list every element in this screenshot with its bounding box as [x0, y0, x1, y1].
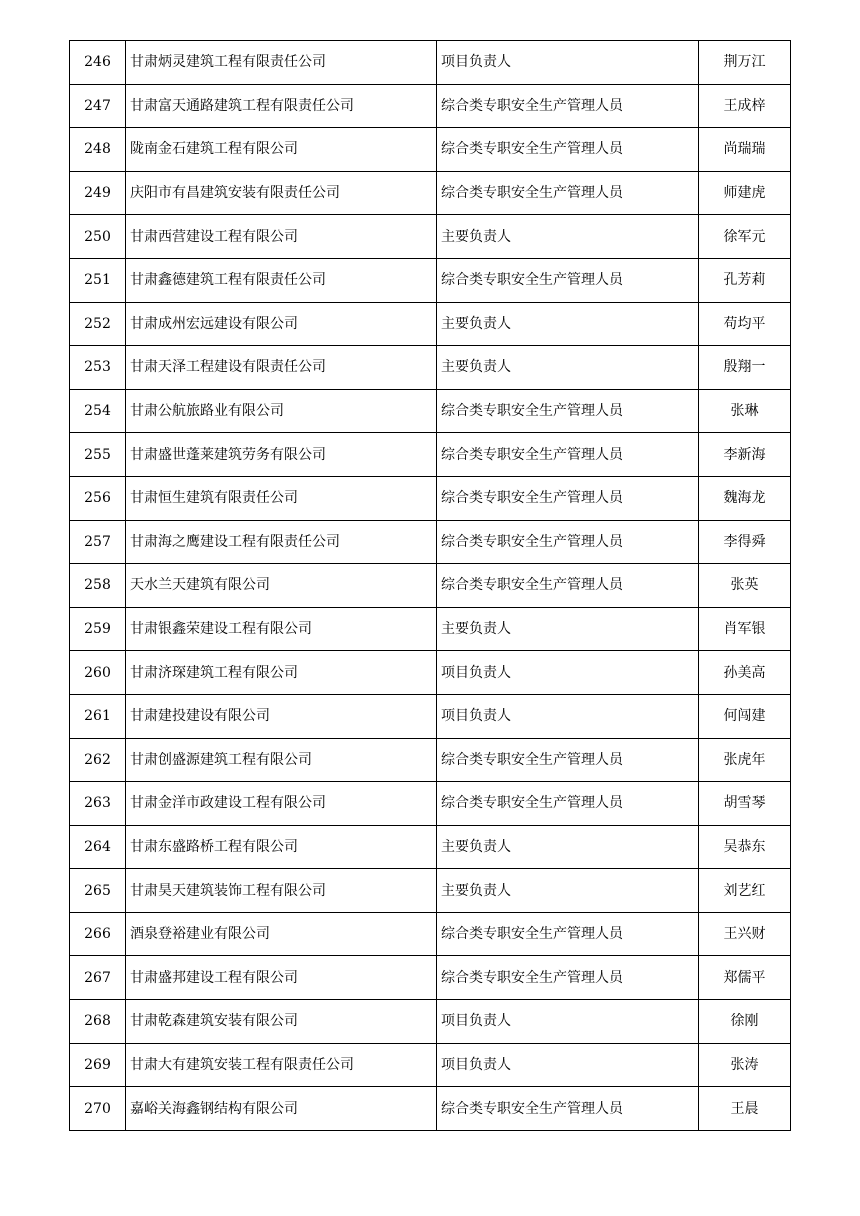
row-number-cell: 258: [70, 564, 126, 608]
person-name-cell: 王兴财: [699, 912, 791, 956]
row-number-cell: 255: [70, 433, 126, 477]
person-name-cell: 张涛: [699, 1043, 791, 1087]
table-row: [70, 869, 791, 913]
company-name-cell: 庆阳市有昌建筑安装有限责任公司: [126, 171, 437, 215]
row-number-cell: 262: [70, 738, 126, 782]
position-cell: 综合类专职安全生产管理人员: [437, 564, 699, 608]
position-cell: 主要负责人: [437, 869, 699, 913]
table-row: [70, 476, 791, 520]
company-name-cell: 甘肃乾森建筑安装有限公司: [126, 1000, 437, 1044]
row-number-cell: 260: [70, 651, 126, 695]
table-row: [70, 258, 791, 302]
person-name-cell: 刘艺红: [699, 869, 791, 913]
table-row: [70, 1087, 791, 1131]
person-name-cell: 王成梓: [699, 84, 791, 128]
company-name-cell: 甘肃东盛路桥工程有限公司: [126, 825, 437, 869]
person-name-cell: 孔芳莉: [699, 258, 791, 302]
company-name-cell: 甘肃富天通路建筑工程有限责任公司: [126, 84, 437, 128]
row-number-cell: 263: [70, 782, 126, 826]
row-number-cell: 264: [70, 825, 126, 869]
company-name-cell: 嘉峪关海鑫钢结构有限公司: [126, 1087, 437, 1131]
position-cell: 综合类专职安全生产管理人员: [437, 128, 699, 172]
person-name-cell: 苟均平: [699, 302, 791, 346]
person-name-cell: 张虎年: [699, 738, 791, 782]
table-row: [70, 41, 791, 85]
position-cell: 综合类专职安全生产管理人员: [437, 1087, 699, 1131]
table-row: [70, 346, 791, 390]
person-name-cell: 何闯建: [699, 694, 791, 738]
person-name-cell: 徐军元: [699, 215, 791, 259]
table-row: [70, 607, 791, 651]
table-row: [70, 1043, 791, 1087]
position-cell: 项目负责人: [437, 1000, 699, 1044]
person-name-cell: 孙美高: [699, 651, 791, 695]
row-number-cell: 249: [70, 171, 126, 215]
table-row: [70, 694, 791, 738]
table-row: [70, 171, 791, 215]
table-row: [70, 912, 791, 956]
person-name-cell: 徐刚: [699, 1000, 791, 1044]
position-cell: 综合类专职安全生产管理人员: [437, 956, 699, 1000]
table-row: [70, 433, 791, 477]
table-row: [70, 215, 791, 259]
table-row: [70, 956, 791, 1000]
row-number-cell: 270: [70, 1087, 126, 1131]
row-number-cell: 252: [70, 302, 126, 346]
personnel-table-body: [70, 41, 791, 1131]
person-name-cell: 张琳: [699, 389, 791, 433]
row-number-cell: 259: [70, 607, 126, 651]
company-name-cell: 甘肃鑫德建筑工程有限责任公司: [126, 258, 437, 302]
person-name-cell: 李新海: [699, 433, 791, 477]
company-name-cell: 甘肃恒生建筑有限责任公司: [126, 476, 437, 520]
position-cell: 主要负责人: [437, 607, 699, 651]
company-name-cell: 甘肃炳灵建筑工程有限责任公司: [126, 41, 437, 85]
table-row: [70, 825, 791, 869]
row-number-cell: 257: [70, 520, 126, 564]
position-cell: 综合类专职安全生产管理人员: [437, 912, 699, 956]
company-name-cell: 甘肃金洋市政建设工程有限公司: [126, 782, 437, 826]
person-name-cell: 胡雪琴: [699, 782, 791, 826]
row-number-cell: 247: [70, 84, 126, 128]
person-name-cell: 郑儒平: [699, 956, 791, 1000]
company-name-cell: 甘肃成州宏远建设有限公司: [126, 302, 437, 346]
company-name-cell: 甘肃海之鹰建设工程有限责任公司: [126, 520, 437, 564]
company-name-cell: 甘肃盛邦建设工程有限公司: [126, 956, 437, 1000]
company-name-cell: 甘肃盛世蓬莱建筑劳务有限公司: [126, 433, 437, 477]
table-row: [70, 564, 791, 608]
company-name-cell: 甘肃建投建设有限公司: [126, 694, 437, 738]
row-number-cell: 248: [70, 128, 126, 172]
table-row: [70, 84, 791, 128]
position-cell: 主要负责人: [437, 346, 699, 390]
position-cell: 综合类专职安全生产管理人员: [437, 84, 699, 128]
company-name-cell: 甘肃大有建筑安装工程有限责任公司: [126, 1043, 437, 1087]
row-number-cell: 246: [70, 41, 126, 85]
row-number-cell: 265: [70, 869, 126, 913]
table-row: [70, 128, 791, 172]
person-name-cell: 荆万江: [699, 41, 791, 85]
person-name-cell: 师建虎: [699, 171, 791, 215]
company-name-cell: 甘肃天泽工程建设有限责任公司: [126, 346, 437, 390]
person-name-cell: 肖军银: [699, 607, 791, 651]
row-number-cell: 254: [70, 389, 126, 433]
position-cell: 综合类专职安全生产管理人员: [437, 476, 699, 520]
position-cell: 主要负责人: [437, 825, 699, 869]
person-name-cell: 张英: [699, 564, 791, 608]
position-cell: 项目负责人: [437, 694, 699, 738]
row-number-cell: 267: [70, 956, 126, 1000]
position-cell: 综合类专职安全生产管理人员: [437, 520, 699, 564]
company-name-cell: 甘肃银鑫荣建设工程有限公司: [126, 607, 437, 651]
company-name-cell: 甘肃公航旅路业有限公司: [126, 389, 437, 433]
table-row: [70, 1000, 791, 1044]
person-name-cell: 殷翔一: [699, 346, 791, 390]
position-cell: 项目负责人: [437, 651, 699, 695]
position-cell: 综合类专职安全生产管理人员: [437, 389, 699, 433]
position-cell: 综合类专职安全生产管理人员: [437, 171, 699, 215]
table-row: [70, 651, 791, 695]
row-number-cell: 266: [70, 912, 126, 956]
table-row: [70, 738, 791, 782]
table-row: [70, 520, 791, 564]
position-cell: 综合类专职安全生产管理人员: [437, 782, 699, 826]
company-name-cell: 天水兰天建筑有限公司: [126, 564, 437, 608]
row-number-cell: 261: [70, 694, 126, 738]
row-number-cell: 256: [70, 476, 126, 520]
company-name-cell: 陇南金石建筑工程有限公司: [126, 128, 437, 172]
person-name-cell: 吴恭东: [699, 825, 791, 869]
company-name-cell: 甘肃西营建设工程有限公司: [126, 215, 437, 259]
personnel-table: [69, 40, 791, 1131]
row-number-cell: 269: [70, 1043, 126, 1087]
position-cell: 项目负责人: [437, 1043, 699, 1087]
company-name-cell: 甘肃昊天建筑装饰工程有限公司: [126, 869, 437, 913]
company-name-cell: 甘肃济琛建筑工程有限公司: [126, 651, 437, 695]
person-name-cell: 尚瑞瑞: [699, 128, 791, 172]
row-number-cell: 268: [70, 1000, 126, 1044]
position-cell: 综合类专职安全生产管理人员: [437, 433, 699, 477]
table-row: [70, 782, 791, 826]
table-row: [70, 389, 791, 433]
row-number-cell: 250: [70, 215, 126, 259]
row-number-cell: 251: [70, 258, 126, 302]
position-cell: 主要负责人: [437, 302, 699, 346]
row-number-cell: 253: [70, 346, 126, 390]
person-name-cell: 李得舜: [699, 520, 791, 564]
position-cell: 主要负责人: [437, 215, 699, 259]
position-cell: 项目负责人: [437, 41, 699, 85]
company-name-cell: 酒泉登裕建业有限公司: [126, 912, 437, 956]
company-name-cell: 甘肃创盛源建筑工程有限公司: [126, 738, 437, 782]
position-cell: 综合类专职安全生产管理人员: [437, 258, 699, 302]
position-cell: 综合类专职安全生产管理人员: [437, 738, 699, 782]
person-name-cell: 魏海龙: [699, 476, 791, 520]
table-row: [70, 302, 791, 346]
person-name-cell: 王晨: [699, 1087, 791, 1131]
